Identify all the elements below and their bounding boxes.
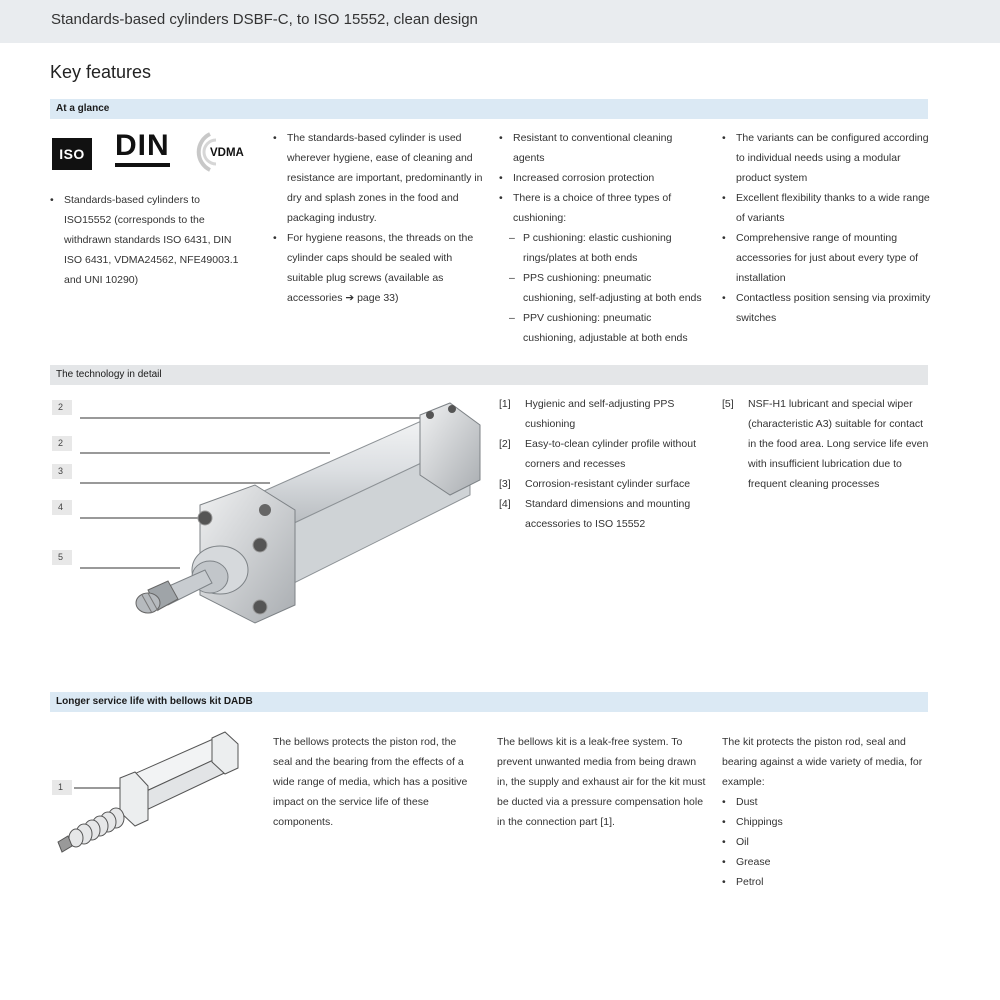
list-item: • Comprehensive range of mounting accessories for just about every type of installation (722, 228, 932, 288)
list-item: • Contactless position sensing via proximity switches (722, 288, 932, 328)
iso-logo-text: ISO (59, 146, 85, 162)
bellows-text-1: The bellows protects the piston rod, the seal and the bearing from the effects of a wide range of media, which has a positive impact on the service life of these components. (273, 736, 468, 828)
technology-list-b (722, 394, 932, 494)
callout-label: 4 (52, 500, 72, 515)
glance-col-1-list (50, 190, 240, 290)
bellows-illustration (40, 728, 240, 858)
list-item: • There is a choice of three types of cushioning: (499, 188, 704, 228)
bellows-col-3 (722, 732, 927, 892)
list-item: • Excellent flexibility thanks to a wide range of variants (722, 188, 932, 228)
at-a-glance-label: At a glance (56, 103, 110, 114)
list-item (722, 394, 932, 494)
technology-col-b (722, 394, 932, 494)
bellows-intro: The kit protects the piston rod, seal and bearing against a wide variety of media, for example: (722, 736, 923, 788)
cushioning-list (499, 228, 704, 348)
glance-col-2 (273, 128, 483, 308)
list-item: • Increased corrosion protection (499, 168, 704, 188)
glance-col-2-list (273, 128, 483, 308)
list-item: • The variants can be configured according to individual needs using a modular product system (722, 128, 932, 188)
key-features-heading: Key features (50, 62, 152, 82)
at-a-glance-bar (50, 99, 928, 119)
glance-col-4-list (722, 128, 932, 328)
list-item: • Oil (722, 832, 927, 852)
technology-col-a (499, 394, 709, 534)
callout-label: 5 (52, 550, 72, 565)
page-title: Standards-based cylinders DSBF-C, to ISO 15552, clean design (51, 11, 478, 28)
vdma-logo-text: VDMA (210, 147, 244, 159)
bellows-label: Longer service life with bellows kit DADB (56, 696, 253, 707)
item-text: Hygienic and self-adjusting PPS cushioning (525, 398, 675, 430)
technology-list-a (499, 394, 709, 534)
list-item: • Grease (722, 852, 927, 872)
item-number: [4] (499, 498, 511, 510)
list-item: – P cushioning: elastic cushioning rings/plates at both ends (499, 228, 704, 268)
glance-col-3 (499, 128, 704, 348)
list-item: • Standards-based cylinders to ISO15552 (corresponds to the withdrawn standards ISO 6431, DIN ISO 6431, VDMA24562, NFE49003.1 and UNI 10290) (50, 190, 240, 290)
technology-label: The technology in detail (56, 369, 162, 380)
list-item: • Petrol (722, 872, 927, 892)
list-item (499, 474, 709, 494)
bellows-bar (50, 692, 928, 712)
list-item: – PPS cushioning: pneumatic cushioning, self-adjusting at both ends (499, 268, 704, 308)
callout-label: 2 (52, 400, 72, 415)
item-number: [5] (722, 398, 734, 410)
page-header (0, 0, 1000, 43)
technology-bar (50, 365, 928, 385)
glance-col-1 (50, 190, 240, 290)
list-item: • Resistant to conventional cleaning agents (499, 128, 704, 168)
bellows-col-1 (273, 732, 473, 832)
item-text: Easy-to-clean cylinder profile without corners and recesses (525, 438, 696, 470)
item-number: [3] (499, 478, 511, 490)
list-item (499, 494, 709, 534)
item-text: NSF-H1 lubricant and special wiper (characteristic A3) suitable for contact in the food area. Long service life even with insufficient lubrication due to frequent cleaning processes (748, 398, 929, 490)
item-text: Standard dimensions and mounting accessories to ISO 15552 (525, 498, 691, 530)
item-number: [2] (499, 438, 511, 450)
list-item (499, 434, 709, 474)
item-text: Corrosion-resistant cylinder surface (525, 478, 691, 490)
list-item: • Dust (722, 792, 927, 812)
cylinder-illustration (40, 385, 490, 635)
callout-label: 3 (52, 464, 72, 479)
iso-logo (52, 138, 92, 170)
list-item: • Chippings (722, 812, 927, 832)
din-logo-text: DIN (115, 129, 170, 162)
din-logo (115, 131, 170, 167)
list-item: – PPV cushioning: pneumatic cushioning, adjustable at both ends (499, 308, 704, 348)
callout-label: 2 (52, 436, 72, 451)
callout-label: 1 (52, 780, 72, 795)
media-list (722, 792, 927, 892)
list-item (499, 394, 709, 434)
glance-col-3-list (499, 128, 704, 228)
bellows-col-2 (497, 732, 707, 832)
item-number: [1] (499, 398, 511, 410)
glance-col-4 (722, 128, 932, 328)
list-item: • For hygiene reasons, the threads on the cylinder caps should be sealed with suitable plug screws (available as accessories ➔ page 33) (273, 228, 483, 308)
list-item: • The standards-based cylinder is used wherever hygiene, ease of cleaning and resistance are important, predominantly in dry and splash zones in the food and packaging industry. (273, 128, 483, 228)
bellows-text-2: The bellows kit is a leak-free system. To prevent unwanted media from being drawn in, the supply and exhaust air for the kit must be ducted via a pressure compensation hole in the connection part [1]. (497, 736, 706, 828)
